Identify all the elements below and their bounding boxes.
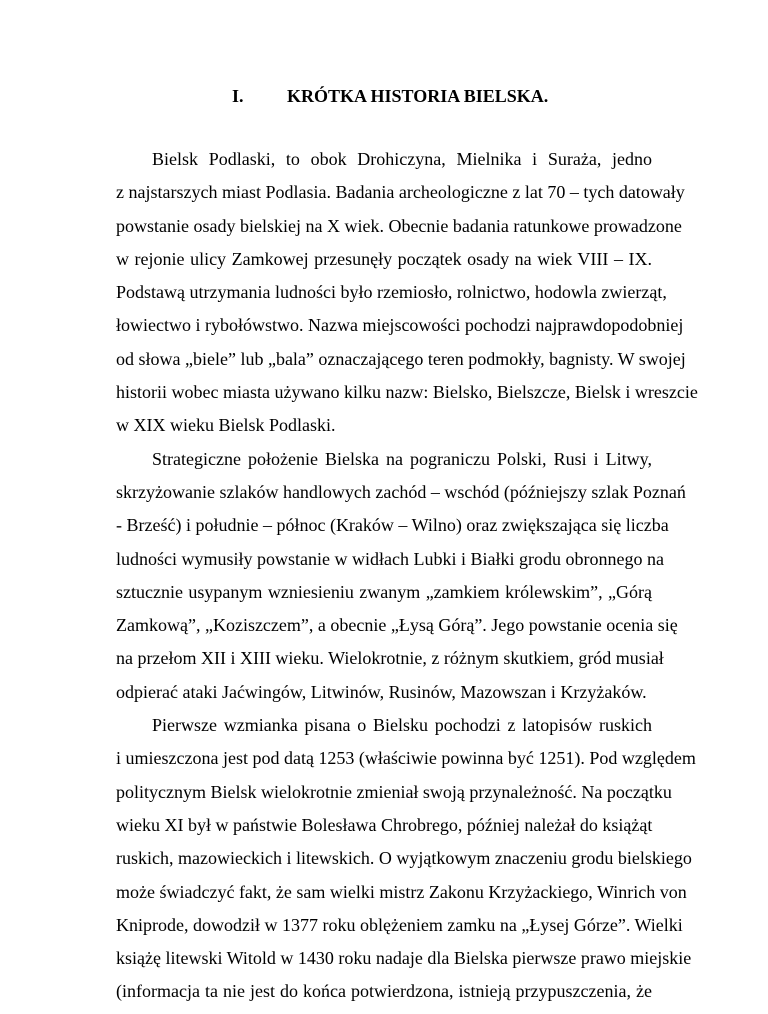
text-line: w XIX wieku Bielsk Podlaski. bbox=[116, 415, 336, 436]
section-heading bbox=[232, 86, 548, 107]
text-line: Bielsk Podlaski, to obok Drohiczyna, Mielnika i Suraża, jedno bbox=[152, 149, 652, 169]
text-line: Zamkową”, „Koziszczem”, a obecnie „Łysą Górą”. Jego powstanie ocenia się bbox=[116, 615, 678, 636]
text-line: powstanie osady bielskiej na X wiek. Obecnie badania ratunkowe prowadzone bbox=[116, 215, 682, 236]
body-text bbox=[116, 148, 698, 1014]
text-line: ruskich, mazowieckich i litewskich. O wyjątkowym znaczeniu grodu bielskiego bbox=[116, 848, 692, 869]
text-line: w rejonie ulicy Zamkowej przesunęły początek osady na wiek VIII – IX. bbox=[116, 248, 652, 269]
text-line: z najstarszych miast Podlasia. Badania archeologiczne z lat 70 – tych datowały bbox=[116, 182, 685, 203]
text-line: politycznym Bielsk wielokrotnie zmieniał swoją przynależność. Na początku bbox=[116, 781, 672, 802]
text-line: Podstawą utrzymania ludności było rzemiosło, rolnictwo, hodowla zwierząt, bbox=[116, 282, 667, 303]
text-line: ludności wymusiły powstanie w widłach Lubki i Białki grodu obronnego na bbox=[116, 548, 664, 569]
text-line: na przełom XII i XIII wieku. Wielokrotnie, z różnym skutkiem, gród musiał bbox=[116, 648, 664, 669]
text-line: skrzyżowanie szlaków handlowych zachód – wschód (późniejszy szlak Poznań bbox=[116, 481, 686, 502]
text-line: - Brześć) i południe – północ (Kraków – Wilno) oraz zwiększająca się liczba bbox=[116, 515, 669, 536]
section-title: KRÓTKA HISTORIA BIELSKA. bbox=[287, 86, 549, 106]
text-line: (informacja ta nie jest do końca potwierdzona, istnieją przypuszczenia, że bbox=[116, 981, 652, 1002]
text-line: historii wobec miasta używano kilku nazw: Bielsko, Bielszcze, Bielsk i wreszcie bbox=[116, 382, 698, 403]
text-line: może świadczyć fakt, że sam wielki mistrz Zakonu Krzyżackiego, Winrich von bbox=[116, 881, 687, 902]
text-line: łowiectwo i rybołówstwo. Nazwa miejscowości pochodzi najprawdopodobniej bbox=[116, 315, 684, 336]
text-line: Kniprode, dowodził w 1377 roku oblężeniem zamku na „Łysej Górze”. Wielki bbox=[116, 914, 683, 935]
text-line: i umieszczona jest pod datą 1253 (właściwie powinna być 1251). Pod względem bbox=[116, 748, 696, 769]
text-line: Pierwsze wzmianka pisana o Bielsku pochodzi z latopisów ruskich bbox=[152, 715, 652, 736]
text-line: Strategiczne położenie Bielska na pograniczu Polski, Rusi i Litwy, bbox=[152, 448, 652, 469]
text-line: książę litewski Witold w 1430 roku nadaje dla Bielska pierwsze prawo miejskie bbox=[116, 948, 692, 969]
text-line: sztucznie usypanym wzniesieniu zwanym „zamkiem królewskim”, „Górą bbox=[116, 581, 652, 602]
section-number: I. bbox=[232, 86, 244, 106]
text-line: wieku XI był w państwie Bolesława Chrobrego, później należał do książąt bbox=[116, 814, 653, 835]
text-line: odpierać ataki Jaćwingów, Litwinów, Rusinów, Mazowszan i Krzyżaków. bbox=[116, 681, 647, 702]
text-line: od słowa „biele” lub „bala” oznaczającego teren podmokły, bagnisty. W swojej bbox=[116, 348, 686, 369]
